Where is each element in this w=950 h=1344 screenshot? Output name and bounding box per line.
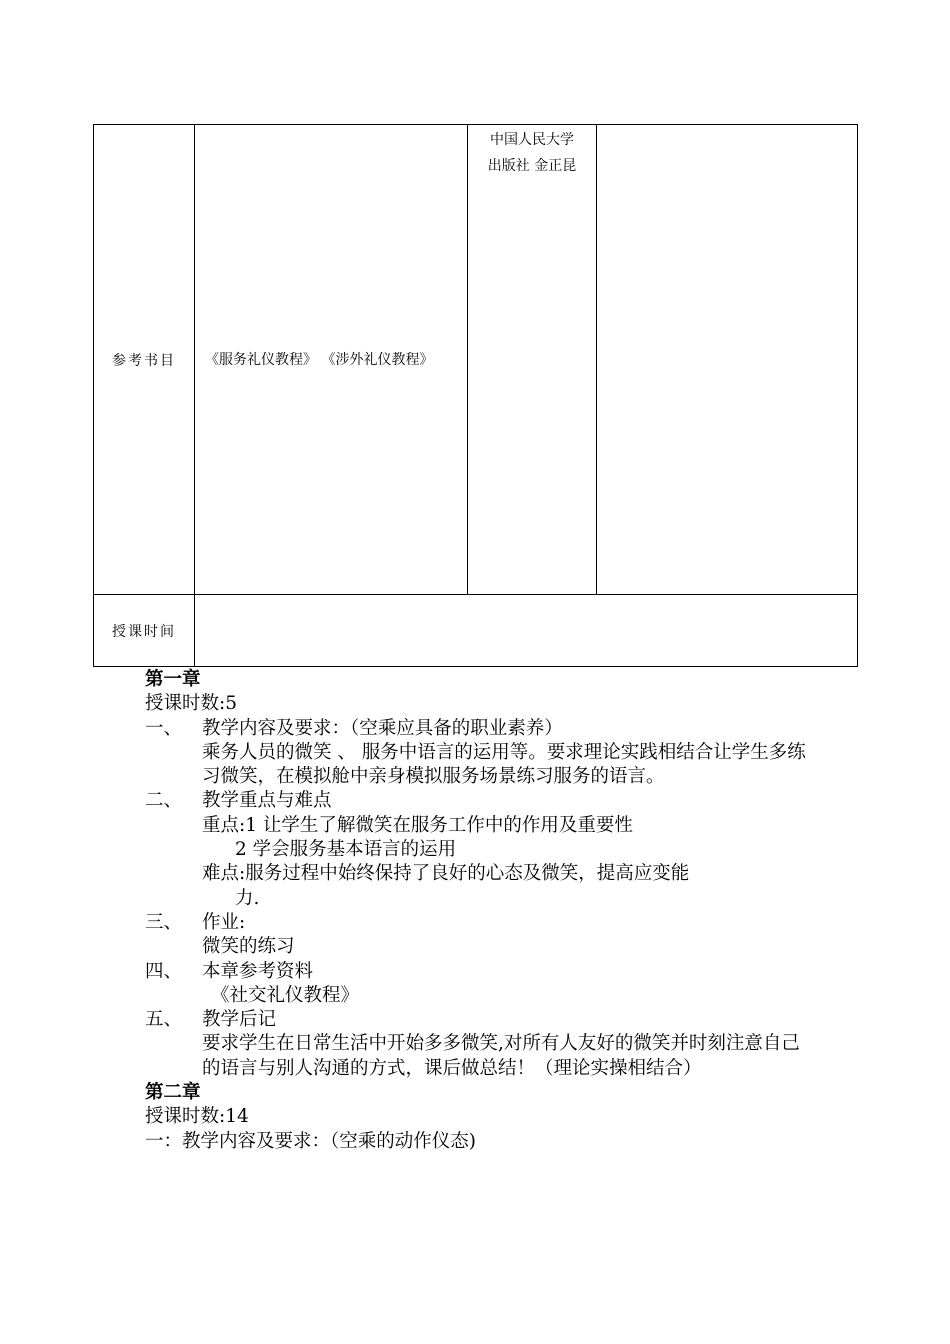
- section-heading: [145, 911, 825, 935]
- section-number: 三、: [145, 911, 183, 933]
- difficulty-line1: 难点:服务过程中始终保持了良好的心态及微笑，提高应变能: [202, 863, 690, 885]
- section-title: 教学重点与难点: [202, 790, 332, 812]
- time-value-cell: [195, 595, 858, 667]
- section-body: 《社交礼仪教程》: [211, 984, 360, 1006]
- section-title: 教学内容及要求：（空乘应具备的职业素养）: [202, 717, 563, 739]
- difficulty-line2: 力.: [235, 887, 260, 909]
- section-title: 教学后记: [202, 1009, 277, 1031]
- chapter1-title: 第一章: [145, 669, 201, 690]
- section-body: 乘务人员的微笑 、 服务中语言的运用等。要求理论实践相结合让学生多练习微笑，在模拟舱中亲身模拟服务场景练习服务的语言。: [202, 741, 806, 788]
- chapter2-hours: 授课时数:14: [145, 1106, 249, 1128]
- key-point-1: 重点:1 让学生了解微笑在服务工作中的作用及重要性: [202, 814, 633, 836]
- time-label: 授课时间: [112, 623, 176, 640]
- chapter2-title: 第二章: [145, 1082, 201, 1104]
- section-heading: [145, 717, 825, 741]
- section-body: 微笑的练习: [202, 936, 295, 958]
- section-number: 二、: [145, 790, 183, 812]
- section-number: 四、: [145, 960, 183, 982]
- section-title: 本章参考资料: [202, 960, 314, 982]
- section-heading: [145, 789, 825, 813]
- chapter1-hours: 授课时数:5: [145, 693, 238, 715]
- publisher-line2: 出版社 金正昆: [487, 158, 577, 174]
- chapter2-section1: 一：教学内容及要求：（空乘的动作仪态): [145, 1130, 476, 1152]
- ref-label: 参考书目: [112, 352, 176, 369]
- section-number: 五、: [145, 1009, 183, 1031]
- reference-table: [93, 124, 858, 667]
- section-number: 一、: [145, 717, 183, 739]
- section-title: 作业:: [202, 911, 246, 933]
- time-label-cell: [94, 595, 195, 667]
- publisher-cell: [468, 125, 597, 595]
- syllabus-body: [145, 668, 825, 1154]
- section-heading: [145, 1008, 825, 1032]
- key-point-2: 2 学会服务基本语言的运用: [235, 839, 457, 861]
- section-body: 要求学生在日常生活中开始多多微笑,对所有人友好的微笑并时刻注意自己的语言与别人沟通的方式，课后做总结！（理论实操相结合）: [202, 1033, 800, 1079]
- books-cell: [195, 125, 468, 595]
- publisher-line1: 中国人民大学: [490, 132, 574, 148]
- ref-label-cell: [94, 125, 195, 595]
- section-heading: [145, 960, 825, 984]
- books-text: 《服务礼仪教程》 《涉外礼仪教程》: [205, 351, 434, 368]
- empty-cell: [597, 125, 858, 595]
